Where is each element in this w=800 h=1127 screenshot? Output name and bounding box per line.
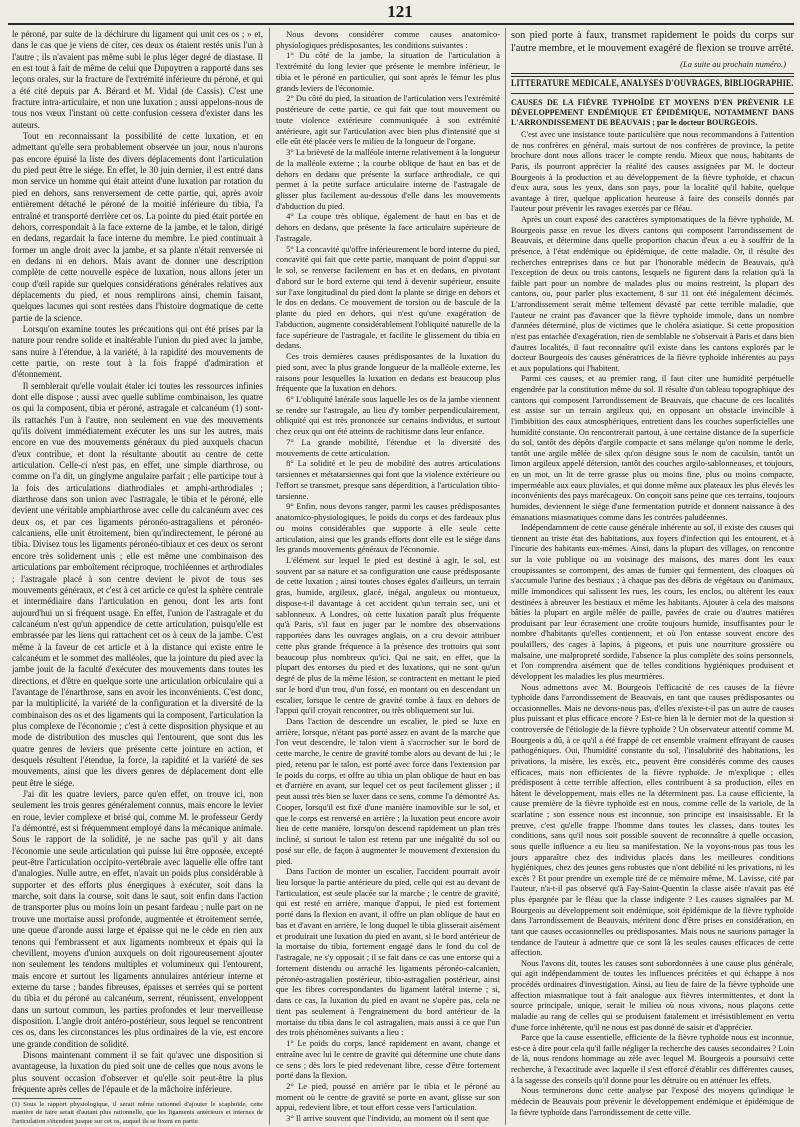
article-title-text: CAUSES DE LA FIÈVRE TYPHOÏDE ET MOYENS D'EN PRÉVENIR LE DÉVELOPPEMENT ENDÉMIQUE ET ÉPIDÉMIQUE, NOTAMMENT DANS L'ARRONDISSEMENT DE BEAUVAIS ; par le docteur BOURGEOIS. [511, 98, 794, 128]
paragraph: Disons maintenant comment il se fait qu'avec une disposition si avantageuse, la luxation du pied soit une de celles que nous avons le plus souvent occasion d'observer et qu'elle soit peut-être la plus fréquente après celles de l'épaule et de la mâchoire inférieure. [12, 1049, 263, 1094]
paragraph: Parmi ces causes, et au premier rang, il faut citer une humidité perpétuelle engendrée par la constitution même du sol. Il résulte d'un tableau topographique des cantons qui composent l'arrondissement de Beauvais, que chacune de ces localités est assise sur un terrain argileux qui, en opposant un obstacle invincible à l'imbibition des eaux atmosphériques, entretient dans les couches superficielles une humidité constante. On rencontrerait partout, à une certaine distance de la superficie du sol, tantôt des dépôts d'argile compacte et sans mélange qu'on nomme le derle, tantôt une argile mêlée de silex qu'on désigne sous le nom de caculsin, tantôt un limon argileux appelé détersion, tantôt des couches argilo-sablonneuses, et toujours, en un mot, un lit de terre grasse plus ou moins fine, plus ou moins compacte, imperméable aux eaux pluviales, et qui donne même aux plateaux les plus élevés les inconvénients des pays marécageux. On conçoit sans peine que ces terrains, toujours humides, deviennent le siége d'une fermentation putride et donnent naissance à des émanations miasmatiques comme dans les contrées paludéennes. [511, 374, 794, 522]
paragraph: Nous admettons avec M. Bourgeois l'efficacité de ces causes de la fièvre typhoïde dans l'arrondissement de Beauvais, en tant que causes prédisposantes ou occasionnelles. Mais ne devons-nous pas, d'elles n'existe-t-il pas un autre de causes plus puissant et plus efficace encore ? Est-ce bien là le dernier mot de la question si controversée de l'étiologie de la fièvre typhoïde ? Un observateur attentif comme M. Bourgeois a dû, à ce qu'il a été frappé de cet ensemble vraiment effrayant de causes pathogéniques. Oui, l'humidité constante du sol, l'insalubrité des habitations, les privations, la misère, les excès, etc., peuvent être considérés comme des causes efficaces, mais non efficientes de la fièvre typhoïde. Je m'explique ; elles prédisposent à cette terrible affection, elles contribuent à sa production, elles en hâtent le développement, mais elles ne la déterminent pas. La cause efficiente, la cause première de la fièvre typhoïde est en nous, comme celle de la variole, de la scarlatine ; son essence nous est inconnue, son principe est insaisissable. Et la preuve, c'est qu'elle frappe l'homme dans toutes les classes, dans toutes les conditions, sans qu'il nous soit possible souvent de reconnaître à quelle occasion, sous quelle influence a eu lieu sa manifestation. Ne la voyons-nous pas tous les jours apparaître chez des individus placés dans les meilleures conditions hygiéniques, chez des jeunes gens robustes que n'ont débilité ni les privations, ni les excès ? Et pour prendre un exemple tiré de ce mémoire même, M. Lavisse, cité par l'auteur, n'a-t-il pas observé qu'à Fay-Saint-Quentin la classe aisée n'avait pas été plus épargnée par le fléau que la classe indigente ? Les causes signalées par M. Bourgeois au développement soit endémique, soit épidémique de la fièvre typhoïde dans l'arrondissement de Beauvais, méritent donc d'être prises en considération, en tant que causes occasionnelles ou prédisposantes. Mais nous ne saurions partager la tendance de l'auteur à admettre que ce sont là les seules causes efficaces de cette affection. [511, 682, 794, 958]
column-3-body [511, 130, 794, 1125]
paragraph: 9° Enfin, nous devons ranger, parmi les causes prédisposantes anatomico-physiologiques, le poids du corps et des fardeaux plus ou moins considérables que supporte à elle seule cette articulation, ainsi que les grands efforts dont elle est le siége dans les grands mouvements généraux de l'économie. [276, 501, 500, 555]
paragraph: Nous devons considérer comme causes anatomico-physiologiques prédisposantes, les conditions suivantes : [276, 29, 500, 50]
header-rule [8, 23, 794, 25]
column-3-continuation [511, 29, 794, 60]
paragraph: Parce que la cause essentielle, efficiente de la fièvre typhoïde nous est inconnue, est-ce à dire pour cela qu'il faille négliger la recherche des causes secondaires ? Loin de là, nous rendons hommage au zèle avec lequel M. Bourgeois a poursuivi cette recherche, à l'exactitude avec laquelle il s'est efforcé d'établir ces différentes causes, à la sagesse des conseils qu'il donne pour les détruire ou en atténuer les effets. [511, 1033, 794, 1085]
paragraph: 3° La brièveté de la malléole interne relativement à la longueur de la malléole externe ; la courbe oblique de haut en bas et de dehors en dedans que présente la surface arthrodiale, ce qui permet à la petite surface articulaire interne de l'astragale de glisser plus facilement au-dessous d'elle dans les mouvements d'abduction du pied. [276, 147, 500, 211]
column-1 [12, 29, 263, 1095]
column-separator [269, 28, 270, 1125]
paragraph: Tout en reconnaissant la possibilité de cette luxation, et en admettant qu'elle sera probablement observée un jour, nous n'aurons pas encore épuisé la liste des divers déplacements dont l'articulation du pied peut être le siége. En effet, le 30 juin dernier, il est entré dans mon service un homme qui était atteint d'une luxation par rotation du pied en dehors, sans renversement de cette partie, qui, après avoir entièrement détaché le péroné de la moitié inférieure du tibia, l'a entraîné et transporté derrière cet os. La pointe du pied était portée en dehors, correspondait à la face externe de la jambe, et le talon, dirigé en dedans, regardait la face interne du membre. Le pied continuait à former un angle droit avec la jambe, et sa plante n'était renversée ni en dedans ni en dehors. Mais avant de donner une description complète de cette nouvelle espèce de luxation, nous allons jeter un coup d'œil rapide sur quelques considérations générales relatives aux déplacements du pied, et nous remplirons ainsi, chemin faisant, quelques lacunes qui sont restées dans l'histoire dogmatique de cette partie de la science. [12, 131, 263, 323]
heading-rule [511, 93, 794, 94]
paragraph: Indépendamment de cette cause générale inhérente au sol, il existe des causes qui tiennent au triste état des habitations, aux foyers d'infection qui les entourent, et à l'incurie des habitants eux-mêmes. Ainsi, dans la plupart des villages, on rencontre sur la voie publique ou au voisinage des maisons, des mares dont les eaux croupissantes se corrompent, des amas de fumier qui fermentent, des cloaques où s'accumule l'urine des bestiaux ; à chaque pas des débris de végétaux ou d'animaux, mille immondices qui salissent les rues, les cours, les enclos, ou altèrent les eaux destinées à abreuver les bestiaux et même les habitants. Ajouter à cela des maisons bâties la plupart en argile mêlée de paille, pavées de craie ou d'autres matières produisant par leur écrasement une croûte toujours humide, insuffisantes pour le nombre d'habitants qu'elles contiennent, et où l'on entasse souvent encore des poulaillers, des cages à lapins, à pigeons, et puis une nourriture grossière ou malsaine, une malpropreté sordide, l'absence la plus complète des soins personnels, et l'on comprendra aisément que de telles conditions hygiéniques produisent et développent les maladies les plus meurtrières. [511, 523, 794, 681]
paragraph: 8° La solidité et le peu de mobilité des autres articulations tarsiennes et métatarsiennes qui font que la violence extérieure ou l'effort se transmet, presque sans déperdition, à l'articulation tibio-tarsienne. [276, 458, 500, 501]
paragraph: 3° Il arrive souvent que l'individu, au moment où il sent que [286, 1113, 489, 1124]
paragraph: 7° La grande mobilité, l'étendue et la diversité des mouvements de cette articulation. [276, 436, 500, 458]
paragraph: 5° La concavité qu'offre inférieurement le bord interne du pied, concavité qui fait que cette partie, manquant de point d'appui sur le sol, se renverse facilement en bas et en dedans, en pivotant d'abord sur le bord externe qui tend à devenir supérieur, ensuite sur l'axe longitudinal du pied dont la plante se dirige en dehors et le dos en dedans. Ce mouvement de torsion ou de bascule de la plante du pied en dehors, qui n'est qu'une exagération de l'abduction, augmente considérablement l'obliquité naturelle de la face supérieure de l'astragale, et facilite le glissement du tibia en dedans. [276, 243, 500, 351]
paragraph: 6° L'obliquité latérale sous laquelle les os de la jambe viennent se rendre sur l'astragale, au lieu d'y tomber perpendiculairement, obliquité qui est très prononcée sur certains individus, et surtout chez ceux qui ont été atteints de rachitisme dans leur enfance. [276, 393, 500, 437]
paragraph: 2° Le pied, poussé en arrière par le tibia et le péroné au moment où le centre de gravité se porte en avant, glisse sur son appui, redevient libre, et tout effort cesse vers l'articulation. [276, 1080, 500, 1113]
paragraph: le péroné, par suite de la déchirure du ligament qui unit ces os ; » et, dans le cas que je viens de citer, ces deux os étaient restés unis l'un à l'autre ; ils n'avaient pas même subi le plus léger degré de diastase. Il en est tout à fait de même de celui que Dupuytren a rapporté dans ses leçons orales, sur la fracture de l'extrémité inférieure du péroné, et qui a été cité depuis par A. Bérard et M. Vidal (de Cassis). C'est une fracture intra-articulaire, et non une luxation ; aussi appelons-nous de tous nos vœux l'instant où cette confusion cessera d'exister dans les auteurs. [12, 29, 263, 130]
paragraph: 4° La coupe très oblique, également de haut en bas et de dehors en dedans, que présente la face articulaire supérieure de l'astragale. [276, 211, 500, 243]
paragraph: Nous l'avons dit, toutes les causes sont subordonnées à une cause plus générale, qui agit indépendamment de toutes les influences précitées et qui échappe à nos procédés ordinaires d'investigation. Ainsi, au lieu de faire de la fièvre typhoïde une affection miasmatique tout à fait analogue aux fièvres intermittentes, et dont la source principale, unique, serait le milieu où nous vivons, nous plaçons cette maladie au rang de celles qui se produisent fatalement et irrésistiblement en vertu d'une force inhérente, qu'il ne nous est pas donné de saisir et d'apprécier. [511, 958, 794, 1032]
paragraph: L'élément sur lequel le pied est destiné à agir, le sol, est souvent par sa nature et sa configuration une cause prédisposante de cette luxation ; ainsi toutes choses égales d'ailleurs, un terrain gras, humide, argileux, glacé, inégal, anguleux ou montueux, dispose-t-il davantage à cet accident qu'un terrain sec, uni et sablonneux. A Londres, où cette luxation paraît plus fréquente qu'à Paris, s'il faut en juger par le nombre des observations rapportées dans les ouvrages anglais, on a cru devoir attribuer cette plus grande fréquence à la présence des trottoirs qui sont beaucoup plus nombreux qu'ici. Qui ne sait, en effet, que la plupart des entorses du pied et des luxations, qui ne sont qu'un degré de plus de la même lésion, se contractent en mettant le pied sur le bord d'un trou, d'un fossé, en montant ou en descendant un escalier, lorsque le centre de gravité tombe à faux en dehors de l'appui qu'il croyait rencontrer, ou très obliquement sur lui. [276, 554, 500, 716]
paragraph: Il semblerait qu'elle voulait étaler ici toutes les ressources infinies dont elle dispose ; aussi avec quelle sublime combinaison, les quatre os qui la composent, tibia et péroné, astragale et calcanéum (1) sont-ils rattachés l'un à l'autre, non seulement en vue des mouvements qu'ils doivent immédiatement exécuter les uns sur les autres, mais encore en vue des mouvements généraux du pied auxquels chacun d'eux contribue, et dont la résultante aboutit au centre de cette articulation. Celle-ci n'est pas, en effet, une simple diarthrose, ou comme on l'a dit, un ginglyme angulaire parfait ; elle participe tout à la fois des articulations diathrodiales et amphi-arthrodiales ; diarthrose dans son union avec l'astragale, le tibia et le péroné, elle devient une véritable amphiarthrose avec celle du calcanéum avec ces deux os, et par ces ligaments péronéo-astragaliens et péronéo-calcaniens, elle unit étroitement, bien qu'indirectement, le péroné au tibia. Divisez tous les ligaments péronéo-tibiaux et ces deux os seront encore très solidement unis ; elle est même une combinaison des articulations par emboîtement réciproque, trochléennes et arthrodiales ; l'astragale placé à son centre devient le pivot de tous ses mouvements généraux, et c'est à cet article ce qu'est la sphère centrale et intermédiaire dans l'articulation en genou, dont les arts font aujourd'hui un si fréquent usage. En effet, l'union de l'astragale et du calcanéum n'est qu'un appendice de cette articulation, puisqu'elle est embrassée par les liens qui rattachent cet os à ceux de la jambe. C'est même à la faveur de cet article et à la distance qui existe entre le calcanéum et le sommet des malléoles, que la jointure du pied avec la jambe jouit de la faculté d'exécuter des mouvements dans toutes les directions, et d'être en quelque sorte une articulation orbiculaire qui a l'avantage de l'énarthrose, sans en avoir les inconvénients. C'est donc, par la multiplicité, la variété de la configuration et la diversité de la combinaison des os et des ligaments qui la composent, l'articulation la plus complexe de l'économie ; c'est à cette disposition physique et au mode de distribution des muscles qui l'entourent, que sont dus les quatre genres de leviers que présente cette jointure en action, et desquels résultent l'étendue, la force, la rapidité et la variété de ses mouvements, ainsi que les divers genres de déplacement dont elle peut être le siége. [12, 380, 263, 788]
paragraph: Après un court exposé des caractères symptomatiques de la fièvre typhoïde, M. Bourgeois passe en revue les divers cantons qui composent l'arrondissement de Beauvais, et détermine dans quelle proportion chacun d'eux a eu à souffrir de la présence, à l'état endémique ou épidémique, de cette maladie. Or, il résulte des recherches entreprises dans ce but par l'honorable médecin de Beauvais, qu'à l'exception de deux ou trois cantons, lesquels ne figurent dans la relation qu'à la faible part pour un nombre de malades plus ou moins restreint, la plupart des cantons, ou, pour parler plus exactement, 8 sur 11 ont été inégalement décimés. L'arrondissement serait même tellement dévasté par cette terrible maladie, que l'auteur ne craint pas d'avancer que la fièvre typhoïde immole, dans un nombre d'années déterminé, plus de victimes que le choléra asiatique. Si cette proposition n'est pas entachée d'exagération, rien de semblable ne s'observait à Paris et dans bien d'autres localités, il faut reconnaître qu'il existe dans les cantons explorés par le docteur Bourgeois des causes génératrices de la fièvre typhoïde inhérentes au pays et aux populations qui l'habitent. [511, 215, 794, 373]
paragraph: 1° Le poids du corps, lancé rapidement en avant, change et entraîne avec lui le centre de gravité qui détermine une chute dans ce sens ; dès lors le pied redevenant libre, cesse d'être fortement porté dans la flexion. [276, 1038, 500, 1081]
column-separator [505, 28, 506, 1125]
paragraph: C'est avec une insistance toute particulière que nous recommandons à l'attention de nos confrères en général, mais surtout de nos confrères de province, la petite brochure dont nous allons tracer le compte rendu. Mieux que nous, habitants de Paris, ils pourront apprécier la réalité des causes assignées par M. le docteur Bourgeois à la production et au développement de la fièvre typhoïde, et chacun d'eux aura, sous les yeux, dans son pays, pour la localité qu'il habite, quelque avantage à tirer, quelque application heureuse à faire des conseils donnés par l'auteur pour prévenir les ravages exercés par ce fléau. [511, 130, 794, 214]
paragraph: Ces trois dernières causes prédisposantes de la luxation du pied sont, avec la plus grande longueur de la malléole externe, les raisons pour lesquelles la luxation en dedans est beaucoup plus fréquente que la luxation en dehors. [276, 351, 500, 394]
page-number: 121 [387, 2, 413, 21]
paragraph: Lorsqu'on examine toutes les précautions qui ont été prises par la nature pour rendre solide et inaltérable l'union du pied avec la jambe, sans nuire à l'étendue, à la variété, à la rapidité des mouvements de cette partie, on reste tout à la fois frappé d'admiration et d'étonnement. [12, 323, 263, 380]
paragraph: Nous terminerons donc cette analyse par l'exposé des moyens qu'indique le médecin de Beauvais pour prévenir le développement endémique et épidémique de la fièvre typhoïde dans l'arrondissement de cette ville. [511, 1086, 794, 1117]
paragraph: J'ai dit les quatre leviers, parce qu'en effet, on trouve ici, non seulement les trois genres généralement connus, mais encore le levier en roue, levier complexe et brisé qui, comme M. le professeur Gerdy l'a démontré, est si fréquemment employé dans la mécanique animale. Sous le rapport de la solidité, je ne sache pas qu'il y ait dans l'économie une seule articulation qui puisse lui être opposée, excepté peut-être l'articulation occipito-vertébrale avec laquelle elle offre tant d'analogies. Nulle autre, en effet, n'avait un poids plus considérable à supporter et des efforts plus énergiques à exécuter, soit dans la marche, soit dans la course, soit dans le saut, soit enfin dans l'action de transporter plus ou moins loin un pesant fardeau ; nulle part on ne trouve une mortaise aussi profonde, augmentée et étroitement serrée, une queue d'aronde aussi large et épaisse qui ne le cède en rien aux tenons qui l'embrassent et aux ligaments nombreux et épais qui la chevillent, moyens d'union auxquels on doit rigoureusement ajouter non seulement les tendons multiples et volumineux qui l'entourent, mais encore et surtout les ligaments annulaires antérieur interne et externe du tarse ; bandes fibreuses, épaisses et serrées qui se portent du tibia et du péroné au calcanéum, serrent, réunissent, enveloppent dans un surtout commun, les parties profondes et leur merveilleuse disposition. L'angle droit antéro-postérieur, sous lequel se rencontrent ces os, dans les circonstances les plus ordinaires de la vie, est encore une grande condition de solidité. [12, 789, 263, 1049]
paragraph: son pied porte à faux, transmet rapidement le poids du corps sur l'autre membre, et le mouvement exagéré de flexion se trouve arrêté. [511, 30, 794, 55]
paragraph: Dans l'action de monter un escalier, l'accident pourrait avoir lieu lorsque la partie antérieure du pied, celle qui est au devant de l'articulation, est seule placée sur la marche ; le centre de gravité, qui est resté en arrière, manque d'appui, le pied est fortement porté dans la flexion en avant, il offre un plan oblique de haut en bas et d'avant en arrière, le long duquel le tibia glisserait aisément et produirait une luxation du pied en avant, si le bord antérieur de la mortaise du tibia, fortement engagé dans le fond du col de l'astragale, ne s'y opposait ; il se fait dans ce cas une entorse qui a fortement distendu ou arraché les ligaments péronéo-calcanien, péronéo-astragalien postérieur, tibio-astragalien postérieur, ainsi que les fibres correspondantes du ligament latéral interne ; si, dans ce cas, la luxation du pied en avant ne s'opère pas, cela ne tient pas seulement à l'engrainement du bord antérieur de la mortaise du tibia dans le col astragalien, mais aussi à ce que l'un des trois phénomènes suivants a lieu : [276, 866, 500, 1038]
footnote [12, 1101, 263, 1126]
column-2 [276, 29, 500, 1125]
section-divider [511, 73, 794, 77]
footnote-rule [12, 1098, 82, 1099]
footnote-text: (1) Sous le rapport physiologique, il serait même rationnel d'ajouter le scaphoïde, cette manière de faire serait d'autant plus rationnelle, que les ligaments antérieurs et internes de l'articulation s'étendent jusque sur cet os, auquel ils se fixent en partie. [12, 1101, 263, 1125]
paragraph: 1° Du côté de la jambe, la situation de l'articulation à l'extrémité du long levier que présente le membre inférieur, le tibia et le péroné en particulier, qui sont après le fémur les plus grands leviers de l'économie. [276, 50, 500, 93]
paragraph: Dans l'action de descendre un escalier, le pied se luxe en arrière, lorsque, n'étant pas porté assez en avant de la marche que l'on veut descendre, le talon vient à s'accrocher sur le bord de cette marche, le centre de gravité tombe alors au devant de lui ; le pied, retenu par le talon, est porté avec force dans l'extension par le poids du corps, et offre au tibia un plan oblique de haut en bas et d'arrière en avant, sur lequel cet os peut facilement glisser ; il peut aussi très bien se luxer dans ce sens, comme l'a démontré As. Cooper, lorsqu'il est fixé d'une manière inamovible sur le sol, et que le corps est renversé en arrière ; la luxation peut encore avoir lieu de cette manière, lorsqu'on descend rapidement un plan très incliné, si surtout le talon est retenu par une inégalité du sol ou posé sur elle, de façon à augmenter le mouvement d'extension du pied. [276, 716, 500, 866]
article-title [511, 98, 794, 128]
paragraph: 2° Du côté du pied, la situation de l'articulation vers l'extrémité postérieure de cette partie, ce qui fait que tout mouvement ou toute violence extérieure communiquée à son extrémité antérieure, agit sur l'articulation avec bien plus d'intensité que si elle eût été placée vers le milieu de la longueur de l'organe. [276, 93, 500, 147]
to-be-continued: (La suite au prochain numéro.) [680, 59, 786, 69]
section-heading: LITTÉRATURE MÉDICALE, ANALYSES D'OUVRAGES, BIBLIOGRAPHIE. [511, 79, 794, 89]
